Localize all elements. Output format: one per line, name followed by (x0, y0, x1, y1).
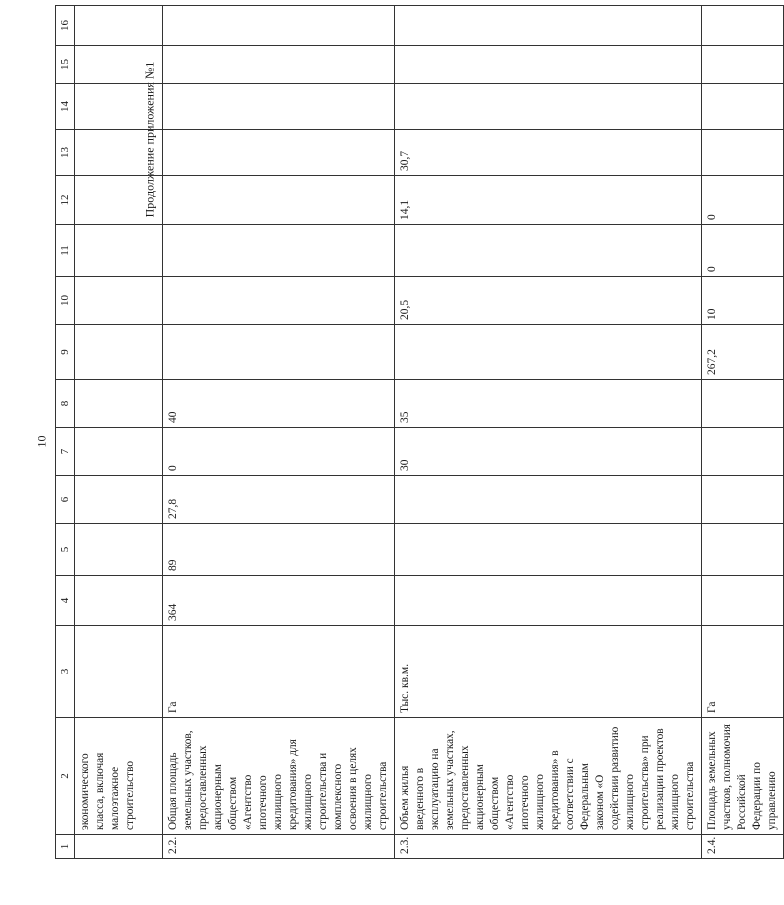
table-row (75, 6, 163, 859)
value-cell: 40 (163, 380, 395, 428)
row-number: 2.4. (702, 835, 784, 859)
unit-cell: Га (163, 626, 395, 718)
value-cell (163, 325, 395, 380)
value-cell: 20,5 (395, 277, 702, 325)
value-cell: 30,7 (395, 130, 702, 176)
value-cell (163, 225, 395, 277)
value-cell (395, 325, 702, 380)
value-cell (163, 130, 395, 176)
value-cell (75, 84, 163, 130)
col-header: 1 (56, 835, 75, 859)
col-header: 7 (56, 428, 75, 476)
value-cell (702, 46, 784, 84)
indicator-name: Площадь земельных участков, полномочия Российской Федерации по управлению (702, 718, 784, 835)
row-number: 2.2. (163, 835, 395, 859)
value-cell (702, 380, 784, 428)
col-header: 5 (56, 524, 75, 576)
value-cell (75, 576, 163, 626)
value-cell (395, 46, 702, 84)
value-cell: 35 (395, 380, 702, 428)
col-header: 13 (56, 130, 75, 176)
col-header: 15 (56, 46, 75, 84)
value-cell: 0 (163, 428, 395, 476)
value-cell (163, 176, 395, 225)
col-header: 8 (56, 380, 75, 428)
value-cell: 10 (702, 277, 784, 325)
value-cell (702, 576, 784, 626)
value-cell: 0 (702, 225, 784, 277)
value-cell (395, 225, 702, 277)
value-cell: 267,2 (702, 325, 784, 380)
continuation-label: Продолжение приложения №1 (142, 61, 157, 218)
value-cell: 364 (163, 576, 395, 626)
value-cell (395, 476, 702, 524)
value-cell (702, 130, 784, 176)
value-cell (75, 46, 163, 84)
col-header: 4 (56, 576, 75, 626)
value-cell: 27,8 (163, 476, 395, 524)
col-header: 11 (56, 225, 75, 277)
unit-cell (75, 626, 163, 718)
rotated-table-container (55, 20, 778, 859)
unit-cell: Тыс. кв.м. (395, 626, 702, 718)
page-number: 10 (34, 435, 49, 448)
value-cell (702, 428, 784, 476)
table-row (702, 6, 784, 859)
value-cell (702, 524, 784, 576)
indicator-name: Общая площадь земельных участков, предоставленных акционерным обществом «Агентство ипотечного жилищного кредитования» для жилищного строительства и комплексного освоения в целях жилищного строительства (163, 718, 395, 835)
value-cell (75, 428, 163, 476)
col-header: 6 (56, 476, 75, 524)
value-cell (75, 277, 163, 325)
table-row (395, 6, 702, 859)
value-cell (163, 277, 395, 325)
value-cell (702, 6, 784, 46)
value-cell (163, 46, 395, 84)
value-cell (75, 325, 163, 380)
value-cell (395, 576, 702, 626)
value-cell (75, 380, 163, 428)
col-header: 9 (56, 325, 75, 380)
unit-cell: Га (702, 626, 784, 718)
col-header: 12 (56, 176, 75, 225)
col-header: 2 (56, 718, 75, 835)
data-table (55, 5, 784, 859)
value-cell (395, 6, 702, 46)
indicator-name: экономического класса, включая малоэтажное строительство (75, 718, 163, 835)
value-cell (75, 6, 163, 46)
value-cell (395, 524, 702, 576)
col-header: 14 (56, 84, 75, 130)
value-cell (75, 524, 163, 576)
value-cell (702, 84, 784, 130)
value-cell (75, 130, 163, 176)
value-cell: 0 (702, 176, 784, 225)
value-cell: 30 (395, 428, 702, 476)
value-cell (702, 476, 784, 524)
indicator-name: Объем жилья введенного в эксплуатацию на земельных участках, предоставленных акционерным обществом «Агентство ипотечного жилищного кредитования» в соответствии с Федеральным законом «О содействии развитию жилищного строительства» при реализации проектов жилищного строительства (395, 718, 702, 835)
table-row (163, 6, 395, 859)
row-number (75, 835, 163, 859)
value-cell (75, 225, 163, 277)
col-header: 10 (56, 277, 75, 325)
header-row (56, 6, 75, 859)
value-cell: 89 (163, 524, 395, 576)
value-cell (163, 6, 395, 46)
value-cell: 14,1 (395, 176, 702, 225)
row-number: 2.3. (395, 835, 702, 859)
col-header: 3 (56, 626, 75, 718)
col-header: 16 (56, 6, 75, 46)
value-cell (395, 84, 702, 130)
table-region (55, 20, 778, 859)
value-cell (163, 84, 395, 130)
value-cell (75, 476, 163, 524)
value-cell (75, 176, 163, 225)
